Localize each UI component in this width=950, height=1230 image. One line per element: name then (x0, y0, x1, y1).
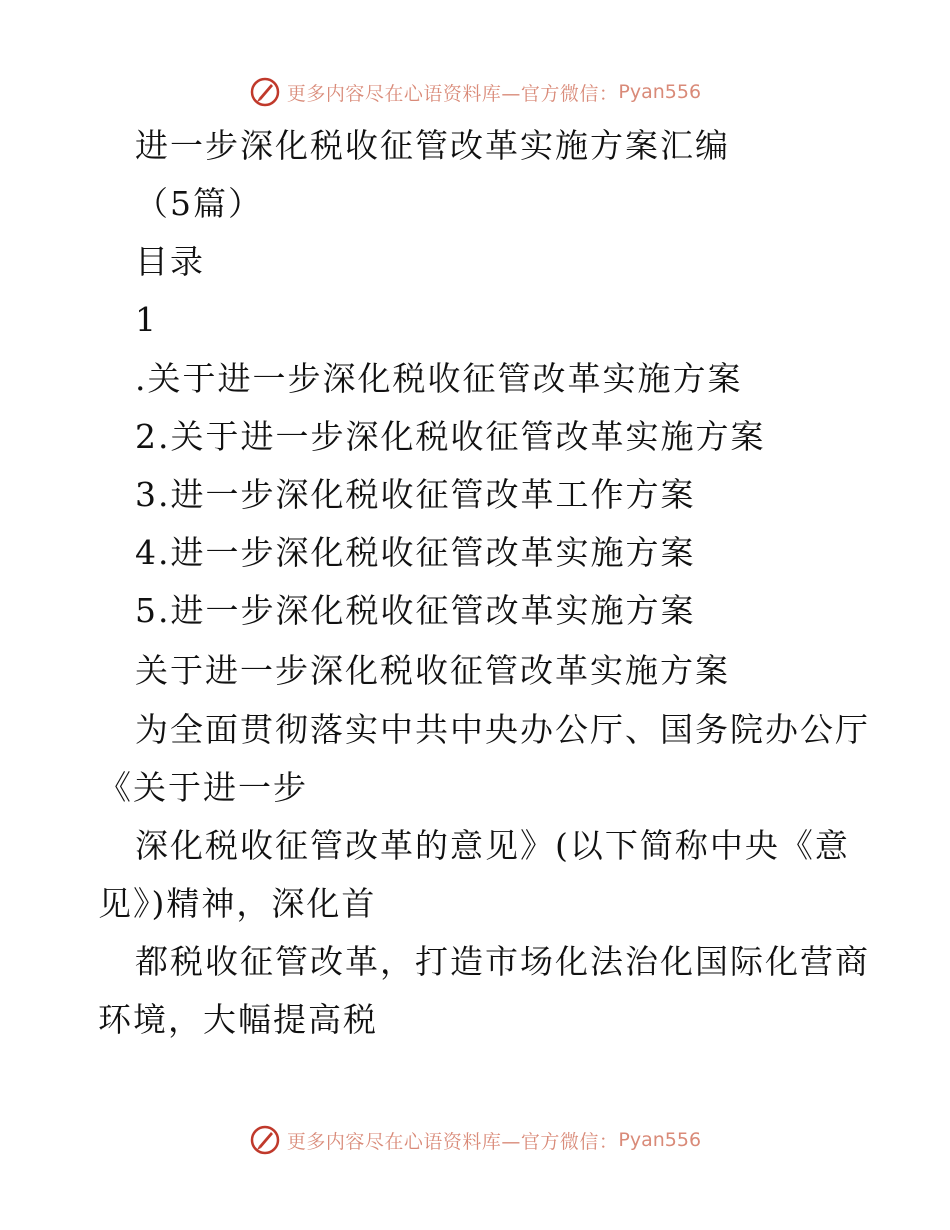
body-line: 都税收征管改革，打造市场化法治化国际化营商 (135, 942, 870, 981)
body-line: 《关于进一步 (98, 768, 308, 807)
document-title: 进一步深化税收征管改革实施方案汇编 (135, 126, 730, 165)
watermark-wechat-id: Pyan556 (618, 81, 702, 103)
watermark-footer (0, 1120, 950, 1160)
document-subtitle: （5篇） (135, 184, 263, 223)
toc-item: .关于进一步深化税收征管改革实施方案 (135, 359, 743, 398)
body-line: 深化税收征管改革的意见》(以下简称中央《意 (135, 826, 850, 865)
watermark-text: 更多内容尽在心语资料库—官方微信： (286, 1130, 619, 1153)
pen-circle-icon (249, 1124, 281, 1156)
toc-item: 4.进一步深化税收征管改革实施方案 (135, 533, 696, 572)
watermark-header (0, 72, 950, 112)
toc-item: 3.进一步深化税收征管改革工作方案 (135, 475, 696, 514)
watermark-wechat-id: Pyan556 (618, 1129, 702, 1151)
body-line: 环境，大幅提高税 (98, 1000, 378, 1039)
section-heading: 关于进一步深化税收征管改革实施方案 (135, 651, 730, 690)
toc-number: 1 (135, 300, 158, 339)
toc-heading: 目录 (135, 242, 205, 281)
pen-circle-icon (249, 76, 281, 108)
toc-item: 5.进一步深化税收征管改革实施方案 (135, 591, 696, 630)
toc-item: 2.关于进一步深化税收征管改革实施方案 (135, 417, 766, 456)
watermark-text: 更多内容尽在心语资料库—官方微信： (286, 82, 619, 105)
body-line: 见》)精神，深化首 (98, 884, 377, 923)
body-line: 为全面贯彻落实中共中央办公厅、国务院办公厅 (135, 710, 870, 749)
